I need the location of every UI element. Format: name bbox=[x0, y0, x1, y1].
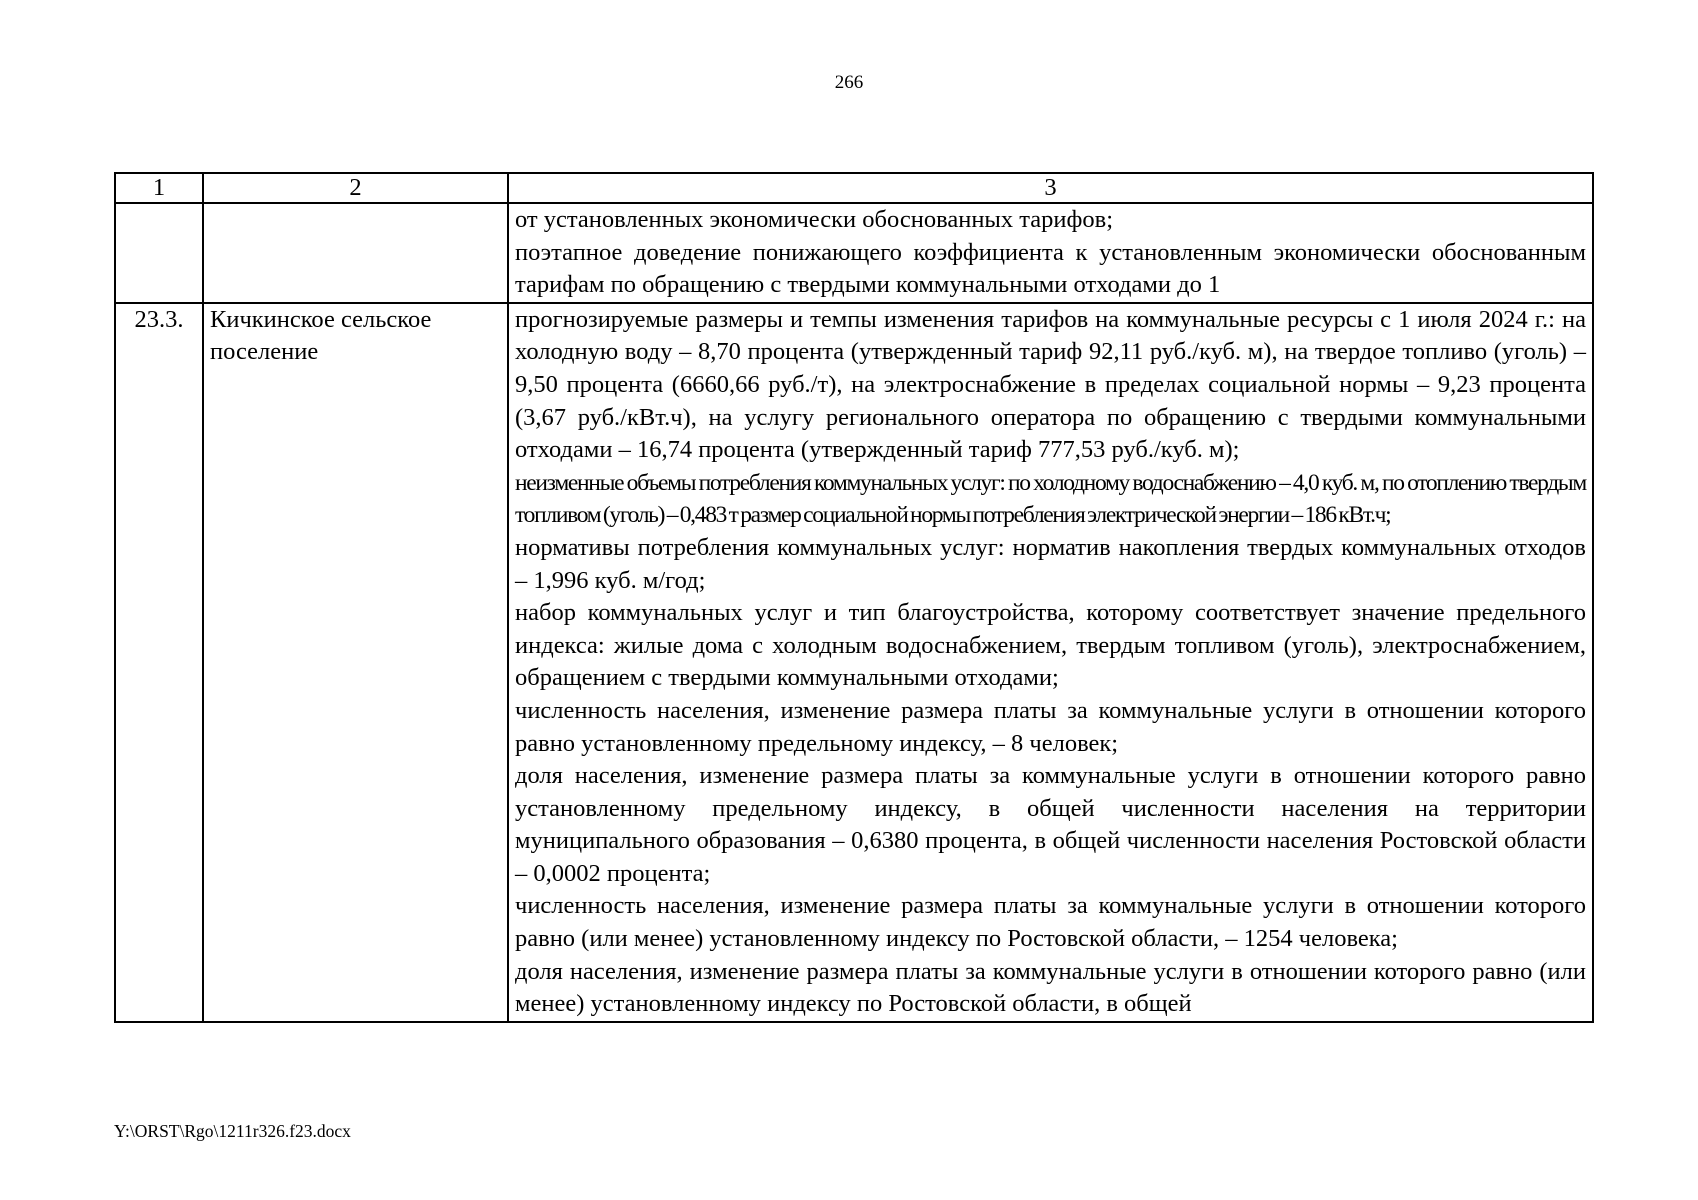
paragraph: от установленных экономически обоснованных тарифов; bbox=[515, 206, 1114, 233]
tariff-table bbox=[114, 172, 1594, 1023]
continuation-text-cell bbox=[508, 203, 1593, 303]
header-col-1: 1 bbox=[115, 173, 203, 203]
paragraph-population-share: доля населения, изменение размера платы за коммунальные услуги в отношении которого равно установленному предельному индексу, в общей численности населения на территории муниципального образования – 0,6380 процента, в общей численности населения Ростовской области – 0,0002 процента; bbox=[515, 762, 1586, 887]
footer-file-path: Y:\ORST\Rgo\1211r326.f23.docx bbox=[114, 1121, 351, 1141]
paragraph-population-count-regional: численность населения, изменение размера платы за коммунальные услуги в отношении которого равно (или менее) установленному индексу по Ростовской области, – 1254 человека; bbox=[515, 892, 1586, 953]
header-col-3: 3 bbox=[508, 173, 1593, 203]
table-header-row bbox=[115, 173, 1593, 203]
continuation-number-cell bbox=[115, 203, 203, 303]
header-col-2: 2 bbox=[203, 173, 508, 203]
table-row-23-3 bbox=[115, 303, 1593, 1022]
row-number-cell: 23.3. bbox=[115, 303, 203, 1022]
table-row-continuation bbox=[115, 203, 1593, 303]
paragraph-population-count: численность населения, изменение размера платы за коммунальные услуги в отношении которого равно установленному предельному индексу, – 8 человек; bbox=[515, 696, 1586, 757]
paragraph: поэтапное доведение понижающего коэффициента к установленным экономически обоснованным тарифам по обращению с твердыми коммунальными отходами до 1 bbox=[515, 238, 1586, 299]
paragraph-consumption-volumes: неизменные объемы потребления коммунальных услуг: по холодному водоснабжению – 4,0 куб. м, по отоплению твердым топливом (уголь) – 0,483 т размер социальной нормы потребления электрической энергии – 186 кВт.ч; bbox=[515, 469, 1586, 529]
paragraph-tariffs: прогнозируемые размеры и темпы изменения тарифов на коммунальные ресурсы с 1 июля 2024 г.: на холодную воду – 8,70 процента (утвержденный тариф 92,11 руб./куб. м), на твердое топливо (уголь) – 9,50 процента (6660,66 руб./т), на электроснабжение в пределах социальной нормы – 9,23 процента (3,67 руб./кВт.ч), на услугу регионального оператора по обращению с твердыми коммунальными отходами – 16,74 процента (утвержденный тариф 777,53 руб./куб. м); bbox=[515, 305, 1586, 464]
continuation-name-cell bbox=[203, 203, 508, 303]
municipality-name-cell: Кичкинское сельское поселение bbox=[203, 303, 508, 1022]
page-number: 266 bbox=[834, 72, 864, 93]
paragraph-consumption-norms: нормативы потребления коммунальных услуг: норматив накопления твердых коммунальных отходов – 1,996 куб. м/год; bbox=[515, 533, 1586, 594]
paragraph-service-set: набор коммунальных услуг и тип благоустройства, которому соответствует значение предельного индекса: жилые дома с холодным водоснабжением, твердым топливом (уголь), электроснабжением, обращением с твердыми коммунальными отходами; bbox=[515, 599, 1586, 692]
paragraph-population-share-regional: доля населения, изменение размера платы за коммунальные услуги в отношении которого равно (или менее) установленному индексу по Ростовской области, в общей bbox=[515, 957, 1586, 1018]
row-text-cell bbox=[508, 303, 1593, 1022]
